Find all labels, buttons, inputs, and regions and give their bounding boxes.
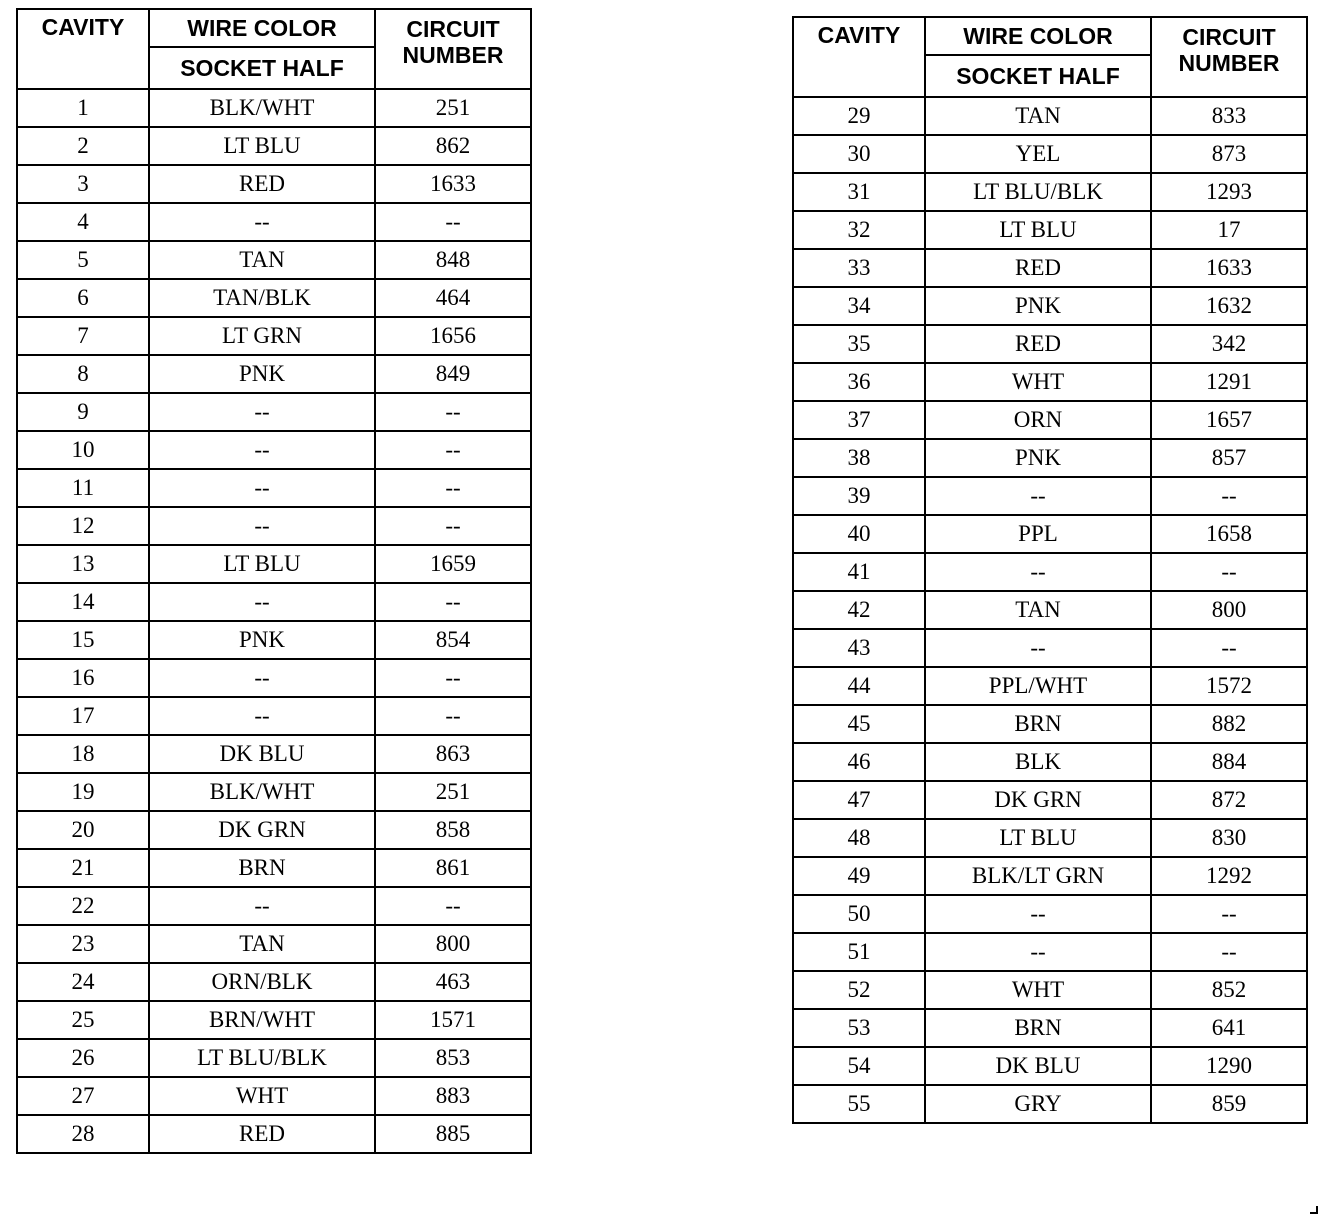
cavity-cell: 52 bbox=[793, 971, 925, 1009]
circuit-number-cell: -- bbox=[375, 469, 531, 507]
wire-color-cell: PNK bbox=[149, 621, 375, 659]
circuit-number-cell: 1659 bbox=[375, 545, 531, 583]
table-row bbox=[793, 401, 1307, 439]
circuit-number-cell: -- bbox=[375, 697, 531, 735]
circuit-number-cell: 861 bbox=[375, 849, 531, 887]
wire-color-cell: PNK bbox=[925, 287, 1151, 325]
circuit-number-cell: 251 bbox=[375, 773, 531, 811]
cavity-cell: 34 bbox=[793, 287, 925, 325]
table-row bbox=[793, 857, 1307, 895]
table-row bbox=[17, 1115, 531, 1153]
cavity-cell: 18 bbox=[17, 735, 149, 773]
cavity-cell: 22 bbox=[17, 887, 149, 925]
circuit-number-cell: 853 bbox=[375, 1039, 531, 1077]
table-row bbox=[793, 971, 1307, 1009]
right-cavity-table bbox=[792, 16, 1308, 1124]
table-row bbox=[793, 211, 1307, 249]
table-row bbox=[17, 963, 531, 1001]
table-row bbox=[793, 895, 1307, 933]
wire-color-cell: BRN/WHT bbox=[149, 1001, 375, 1039]
cavity-cell: 38 bbox=[793, 439, 925, 477]
circuit-number-cell: -- bbox=[1151, 629, 1307, 667]
wire-color-cell: ORN bbox=[925, 401, 1151, 439]
wire-color-cell: BLK bbox=[925, 743, 1151, 781]
table-row bbox=[17, 887, 531, 925]
circuit-number-cell: -- bbox=[375, 583, 531, 621]
cavity-cell: 33 bbox=[793, 249, 925, 287]
cavity-cell: 13 bbox=[17, 545, 149, 583]
cavity-cell: 39 bbox=[793, 477, 925, 515]
circuit-number-cell: 1633 bbox=[1151, 249, 1307, 287]
table-row bbox=[17, 317, 531, 355]
wire-color-cell: -- bbox=[149, 583, 375, 621]
cavity-cell: 26 bbox=[17, 1039, 149, 1077]
cavity-cell: 31 bbox=[793, 173, 925, 211]
table-row bbox=[17, 393, 531, 431]
cavity-cell: 36 bbox=[793, 363, 925, 401]
table-row bbox=[17, 849, 531, 887]
cavity-cell: 28 bbox=[17, 1115, 149, 1153]
wire-color-header: WIRE COLOR bbox=[149, 9, 375, 47]
table-row bbox=[17, 621, 531, 659]
circuit-number-cell: 852 bbox=[1151, 971, 1307, 1009]
table-row bbox=[793, 363, 1307, 401]
cavity-cell: 55 bbox=[793, 1085, 925, 1123]
circuit-number-header: CIRCUIT NUMBER bbox=[375, 9, 531, 89]
table-row bbox=[793, 1085, 1307, 1123]
wire-color-cell: BLK/WHT bbox=[149, 773, 375, 811]
cavity-cell: 35 bbox=[793, 325, 925, 363]
cavity-cell: 9 bbox=[17, 393, 149, 431]
table-row bbox=[793, 629, 1307, 667]
circuit-number-cell: 830 bbox=[1151, 819, 1307, 857]
cavity-cell: 16 bbox=[17, 659, 149, 697]
cavity-cell: 6 bbox=[17, 279, 149, 317]
wire-color-cell: LT BLU/BLK bbox=[149, 1039, 375, 1077]
circuit-number-cell: 1571 bbox=[375, 1001, 531, 1039]
circuit-number-cell: 883 bbox=[375, 1077, 531, 1115]
wire-color-cell: DK BLU bbox=[149, 735, 375, 773]
table-row bbox=[17, 127, 531, 165]
table-row bbox=[793, 819, 1307, 857]
cavity-cell: 43 bbox=[793, 629, 925, 667]
table-row bbox=[793, 1047, 1307, 1085]
circuit-number-cell: 848 bbox=[375, 241, 531, 279]
wire-color-cell: LT BLU bbox=[149, 545, 375, 583]
circuit-number-cell: -- bbox=[375, 887, 531, 925]
circuit-number-cell: 863 bbox=[375, 735, 531, 773]
table-row bbox=[17, 1077, 531, 1115]
table-row bbox=[793, 249, 1307, 287]
circuit-number-cell: 873 bbox=[1151, 135, 1307, 173]
cavity-cell: 19 bbox=[17, 773, 149, 811]
wire-color-cell: LT BLU bbox=[925, 211, 1151, 249]
table-row bbox=[17, 431, 531, 469]
circuit-number-header: CIRCUIT NUMBER bbox=[1151, 17, 1307, 97]
wire-color-cell: BRN bbox=[925, 1009, 1151, 1047]
wire-color-cell: -- bbox=[149, 393, 375, 431]
cavity-cell: 54 bbox=[793, 1047, 925, 1085]
wire-color-cell: -- bbox=[925, 895, 1151, 933]
table-row bbox=[793, 135, 1307, 173]
circuit-number-cell: 1572 bbox=[1151, 667, 1307, 705]
cavity-cell: 7 bbox=[17, 317, 149, 355]
cavity-cell: 3 bbox=[17, 165, 149, 203]
wire-color-cell: BRN bbox=[149, 849, 375, 887]
circuit-number-cell: 463 bbox=[375, 963, 531, 1001]
circuit-number-cell: -- bbox=[1151, 933, 1307, 971]
circuit-number-cell: 1632 bbox=[1151, 287, 1307, 325]
circuit-number-cell: 884 bbox=[1151, 743, 1307, 781]
table-row bbox=[793, 553, 1307, 591]
wire-color-cell: -- bbox=[925, 629, 1151, 667]
table-row bbox=[17, 735, 531, 773]
wire-color-cell: -- bbox=[149, 203, 375, 241]
circuit-number-cell: 1658 bbox=[1151, 515, 1307, 553]
circuit-number-cell: 342 bbox=[1151, 325, 1307, 363]
wire-color-cell: PPL bbox=[925, 515, 1151, 553]
circuit-number-cell: -- bbox=[1151, 895, 1307, 933]
cavity-cell: 50 bbox=[793, 895, 925, 933]
circuit-number-cell: 1656 bbox=[375, 317, 531, 355]
table-row bbox=[793, 173, 1307, 211]
wire-color-cell: WHT bbox=[149, 1077, 375, 1115]
table-row bbox=[793, 515, 1307, 553]
cavity-cell: 45 bbox=[793, 705, 925, 743]
circuit-number-cell: 464 bbox=[375, 279, 531, 317]
table-row bbox=[793, 705, 1307, 743]
circuit-number-cell: -- bbox=[375, 659, 531, 697]
cavity-header: CAVITY bbox=[17, 9, 149, 89]
circuit-number-cell: 858 bbox=[375, 811, 531, 849]
wire-color-cell: RED bbox=[925, 249, 1151, 287]
circuit-number-cell: 885 bbox=[375, 1115, 531, 1153]
cavity-cell: 44 bbox=[793, 667, 925, 705]
circuit-number-cell: 859 bbox=[1151, 1085, 1307, 1123]
circuit-number-cell: 857 bbox=[1151, 439, 1307, 477]
table-row bbox=[793, 781, 1307, 819]
wire-color-cell: LT BLU bbox=[149, 127, 375, 165]
cavity-cell: 4 bbox=[17, 203, 149, 241]
wire-color-cell: DK GRN bbox=[925, 781, 1151, 819]
wire-color-cell: DK BLU bbox=[925, 1047, 1151, 1085]
table-row bbox=[17, 241, 531, 279]
wire-color-cell: -- bbox=[149, 887, 375, 925]
wire-color-cell: BLK/WHT bbox=[149, 89, 375, 127]
table-row bbox=[17, 1001, 531, 1039]
wire-color-cell: -- bbox=[925, 477, 1151, 515]
circuit-number-cell: 849 bbox=[375, 355, 531, 393]
wire-color-cell: TAN bbox=[925, 591, 1151, 629]
wire-color-cell: BRN bbox=[925, 705, 1151, 743]
circuit-number-cell: -- bbox=[375, 507, 531, 545]
circuit-number-cell: 1291 bbox=[1151, 363, 1307, 401]
wire-color-cell: -- bbox=[149, 469, 375, 507]
circuit-number-cell: 1290 bbox=[1151, 1047, 1307, 1085]
table-row bbox=[793, 325, 1307, 363]
cavity-cell: 12 bbox=[17, 507, 149, 545]
circuit-number-cell: -- bbox=[1151, 553, 1307, 591]
cavity-cell: 30 bbox=[793, 135, 925, 173]
wire-color-cell: DK GRN bbox=[149, 811, 375, 849]
wire-color-cell: LT BLU/BLK bbox=[925, 173, 1151, 211]
table-row bbox=[793, 439, 1307, 477]
cavity-cell: 48 bbox=[793, 819, 925, 857]
cavity-cell: 14 bbox=[17, 583, 149, 621]
cavity-cell: 47 bbox=[793, 781, 925, 819]
table-row bbox=[17, 507, 531, 545]
wire-color-cell: WHT bbox=[925, 971, 1151, 1009]
table-row bbox=[793, 743, 1307, 781]
table-row bbox=[793, 1009, 1307, 1047]
wire-color-cell: -- bbox=[925, 933, 1151, 971]
cavity-cell: 29 bbox=[793, 97, 925, 135]
wire-color-cell: RED bbox=[149, 1115, 375, 1153]
circuit-number-cell: 251 bbox=[375, 89, 531, 127]
cavity-cell: 23 bbox=[17, 925, 149, 963]
cavity-cell: 40 bbox=[793, 515, 925, 553]
cavity-cell: 51 bbox=[793, 933, 925, 971]
table-row bbox=[17, 545, 531, 583]
circuit-number-cell: 17 bbox=[1151, 211, 1307, 249]
cavity-cell: 53 bbox=[793, 1009, 925, 1047]
wire-color-cell: YEL bbox=[925, 135, 1151, 173]
circuit-number-cell: 854 bbox=[375, 621, 531, 659]
wire-color-cell: -- bbox=[149, 507, 375, 545]
circuit-number-cell: 833 bbox=[1151, 97, 1307, 135]
right-table-body bbox=[793, 97, 1307, 1123]
cavity-cell: 25 bbox=[17, 1001, 149, 1039]
wire-color-cell: PPL/WHT bbox=[925, 667, 1151, 705]
corner-mark bbox=[1310, 1206, 1318, 1214]
socket-half-header: SOCKET HALF bbox=[925, 55, 1151, 97]
wire-color-cell: -- bbox=[149, 697, 375, 735]
cavity-cell: 24 bbox=[17, 963, 149, 1001]
wire-color-header: WIRE COLOR bbox=[925, 17, 1151, 55]
table-row bbox=[17, 925, 531, 963]
circuit-number-cell: 862 bbox=[375, 127, 531, 165]
circuit-number-cell: -- bbox=[1151, 477, 1307, 515]
circuit-number-cell: 1657 bbox=[1151, 401, 1307, 439]
circuit-number-cell: 872 bbox=[1151, 781, 1307, 819]
wire-color-cell: PNK bbox=[149, 355, 375, 393]
cavity-cell: 27 bbox=[17, 1077, 149, 1115]
wire-color-cell: TAN/BLK bbox=[149, 279, 375, 317]
cavity-cell: 42 bbox=[793, 591, 925, 629]
table-row bbox=[17, 279, 531, 317]
table-row bbox=[17, 773, 531, 811]
circuit-number-cell: -- bbox=[375, 431, 531, 469]
cavity-cell: 5 bbox=[17, 241, 149, 279]
wire-color-cell: WHT bbox=[925, 363, 1151, 401]
circuit-number-cell: 800 bbox=[1151, 591, 1307, 629]
circuit-number-cell: 800 bbox=[375, 925, 531, 963]
cavity-cell: 8 bbox=[17, 355, 149, 393]
table-row bbox=[17, 469, 531, 507]
wire-color-cell: GRY bbox=[925, 1085, 1151, 1123]
table-row bbox=[17, 811, 531, 849]
wire-color-cell: ORN/BLK bbox=[149, 963, 375, 1001]
table-row bbox=[793, 933, 1307, 971]
table-row bbox=[17, 583, 531, 621]
wire-color-cell: TAN bbox=[149, 241, 375, 279]
circuit-number-cell: 882 bbox=[1151, 705, 1307, 743]
wire-color-cell: TAN bbox=[925, 97, 1151, 135]
table-row bbox=[17, 355, 531, 393]
wire-color-cell: -- bbox=[149, 659, 375, 697]
wire-color-cell: LT GRN bbox=[149, 317, 375, 355]
circuit-number-cell: -- bbox=[375, 393, 531, 431]
cavity-cell: 46 bbox=[793, 743, 925, 781]
socket-half-header: SOCKET HALF bbox=[149, 47, 375, 89]
cavity-cell: 1 bbox=[17, 89, 149, 127]
cavity-cell: 20 bbox=[17, 811, 149, 849]
table-row bbox=[793, 97, 1307, 135]
table-row bbox=[17, 89, 531, 127]
cavity-cell: 32 bbox=[793, 211, 925, 249]
cavity-cell: 37 bbox=[793, 401, 925, 439]
table-row bbox=[17, 203, 531, 241]
cavity-cell: 21 bbox=[17, 849, 149, 887]
left-cavity-table bbox=[16, 8, 532, 1154]
table-row bbox=[17, 165, 531, 203]
circuit-number-cell: 1633 bbox=[375, 165, 531, 203]
circuit-number-cell: 641 bbox=[1151, 1009, 1307, 1047]
cavity-cell: 10 bbox=[17, 431, 149, 469]
table-row bbox=[17, 659, 531, 697]
table-row bbox=[793, 477, 1307, 515]
table-row bbox=[793, 667, 1307, 705]
wire-color-cell: LT BLU bbox=[925, 819, 1151, 857]
table-row bbox=[793, 287, 1307, 325]
cavity-cell: 15 bbox=[17, 621, 149, 659]
cavity-cell: 2 bbox=[17, 127, 149, 165]
circuit-number-cell: 1292 bbox=[1151, 857, 1307, 895]
cavity-cell: 41 bbox=[793, 553, 925, 591]
wire-color-cell: RED bbox=[149, 165, 375, 203]
cavity-header: CAVITY bbox=[793, 17, 925, 97]
wire-color-cell: PNK bbox=[925, 439, 1151, 477]
table-row bbox=[793, 591, 1307, 629]
wire-color-cell: TAN bbox=[149, 925, 375, 963]
circuit-number-cell: -- bbox=[375, 203, 531, 241]
circuit-number-cell: 1293 bbox=[1151, 173, 1307, 211]
cavity-cell: 49 bbox=[793, 857, 925, 895]
wire-color-cell: RED bbox=[925, 325, 1151, 363]
left-table-body bbox=[17, 89, 531, 1153]
table-row bbox=[17, 1039, 531, 1077]
cavity-cell: 17 bbox=[17, 697, 149, 735]
table-row bbox=[17, 697, 531, 735]
wire-color-cell: -- bbox=[149, 431, 375, 469]
wire-color-cell: -- bbox=[925, 553, 1151, 591]
wire-color-cell: BLK/LT GRN bbox=[925, 857, 1151, 895]
cavity-cell: 11 bbox=[17, 469, 149, 507]
